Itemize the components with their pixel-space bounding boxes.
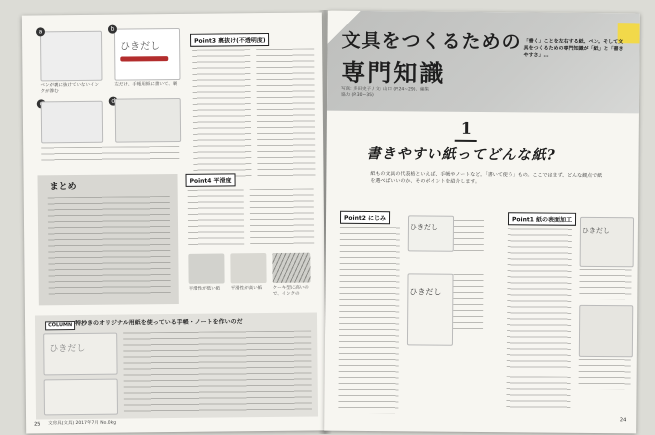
title-line2: 専門知識	[341, 58, 446, 88]
point1-caption-1	[579, 269, 631, 299]
label-b-icon: b	[108, 25, 117, 34]
label-d-icon: d	[109, 97, 118, 106]
title-lead: 「書く」ことを左右する紙、ペン。そして文具をつくるための専門知識が「紙」と「書きやすさ」…	[523, 38, 624, 59]
bleed-caption-2	[453, 274, 484, 334]
point3-body-text-2	[256, 49, 315, 178]
paper-sample-ink	[272, 253, 310, 283]
uncoated-paper-sample	[579, 305, 633, 357]
caption-point4-c: ケーキ型に高いので、インクの	[272, 285, 309, 298]
point1-body-text	[507, 228, 572, 369]
label-a-icon: a	[36, 27, 45, 36]
point1-heading: Point1 紙の表面加工	[508, 212, 576, 226]
caption-marker-a: ペンが裏に抜けていないインクが滲む	[40, 82, 100, 95]
column-tag: COLUMN	[45, 321, 75, 330]
summary-body-text	[48, 196, 171, 297]
column-handwriting: ひきだし	[49, 343, 86, 355]
caption-marker-b: 左だけ、手帳用紙に書いて、裏	[114, 81, 178, 88]
bleed-sample-1	[408, 215, 454, 251]
left-page	[22, 12, 326, 433]
marker-sample-photo-d	[115, 98, 181, 143]
coated-sample-text: ひきだし	[581, 226, 610, 236]
bleed-sample-2-text: ひきだし	[409, 287, 442, 297]
point1-caption-2	[579, 359, 631, 389]
section-title: 書きやすい紙ってどんな紙?	[366, 145, 556, 164]
point2-body-text	[338, 227, 400, 414]
section-lead: 紙もの文具の代表格といえば、手帳やノートなど。「書いて使う」もの。ここではまず、どんな観点で紙を選べばいいのか、そのポイントを紹介します。	[370, 171, 603, 185]
marker-sample-photo-c	[41, 101, 103, 144]
point4-body-text-2	[250, 189, 315, 248]
paper-sample-low	[188, 253, 224, 283]
bleed-sample-1-text: ひきだし	[409, 223, 438, 232]
title-credit: 写真: 多田史子 / 文: 山口 (P.24~29)、編集協力 (P.30~35)	[341, 86, 430, 99]
column-body-text	[123, 331, 312, 413]
summary-heading: まとめ	[49, 182, 77, 193]
point3-body-text	[192, 49, 251, 178]
column-heading: 特抄きのオリジナル用紙を使っている手帳・ノートを作いのだ	[75, 318, 243, 328]
pen-photo	[120, 56, 168, 62]
coated-paper-sample	[580, 217, 634, 267]
bleed-caption-1	[454, 220, 484, 254]
left-page-number: 25	[34, 421, 41, 428]
right-page	[324, 11, 640, 434]
marker-sample-photo-b	[114, 28, 181, 81]
caption-point4-b: 平滑性が高い紙	[230, 286, 263, 292]
point4-body-text	[188, 189, 245, 248]
title-line1: 文具をつくるための	[341, 29, 522, 54]
point1-note-text	[506, 376, 570, 409]
section-underline	[455, 140, 477, 142]
point4-heading: Point4 平滑度	[185, 173, 235, 187]
point3-heading: Point3 裏抜け(不透明度)	[190, 33, 270, 47]
paper-sample-high	[230, 253, 266, 283]
handwriting-sample-top: ひきだし	[120, 41, 161, 53]
point2-heading: Point2 にじみ	[340, 211, 390, 224]
left-footer-text: 文房具(文具) 2017年7月 No.0kg	[48, 420, 117, 427]
caption-text-block	[41, 146, 179, 161]
right-page-number: 24	[619, 417, 627, 424]
marker-sample-photo-a	[40, 31, 103, 82]
section-number: 1	[460, 118, 473, 138]
caption-point4-a: 平滑性が低い紙	[188, 286, 221, 292]
column-notebook-photo-2	[44, 379, 118, 416]
bleed-sample-2	[407, 273, 454, 345]
